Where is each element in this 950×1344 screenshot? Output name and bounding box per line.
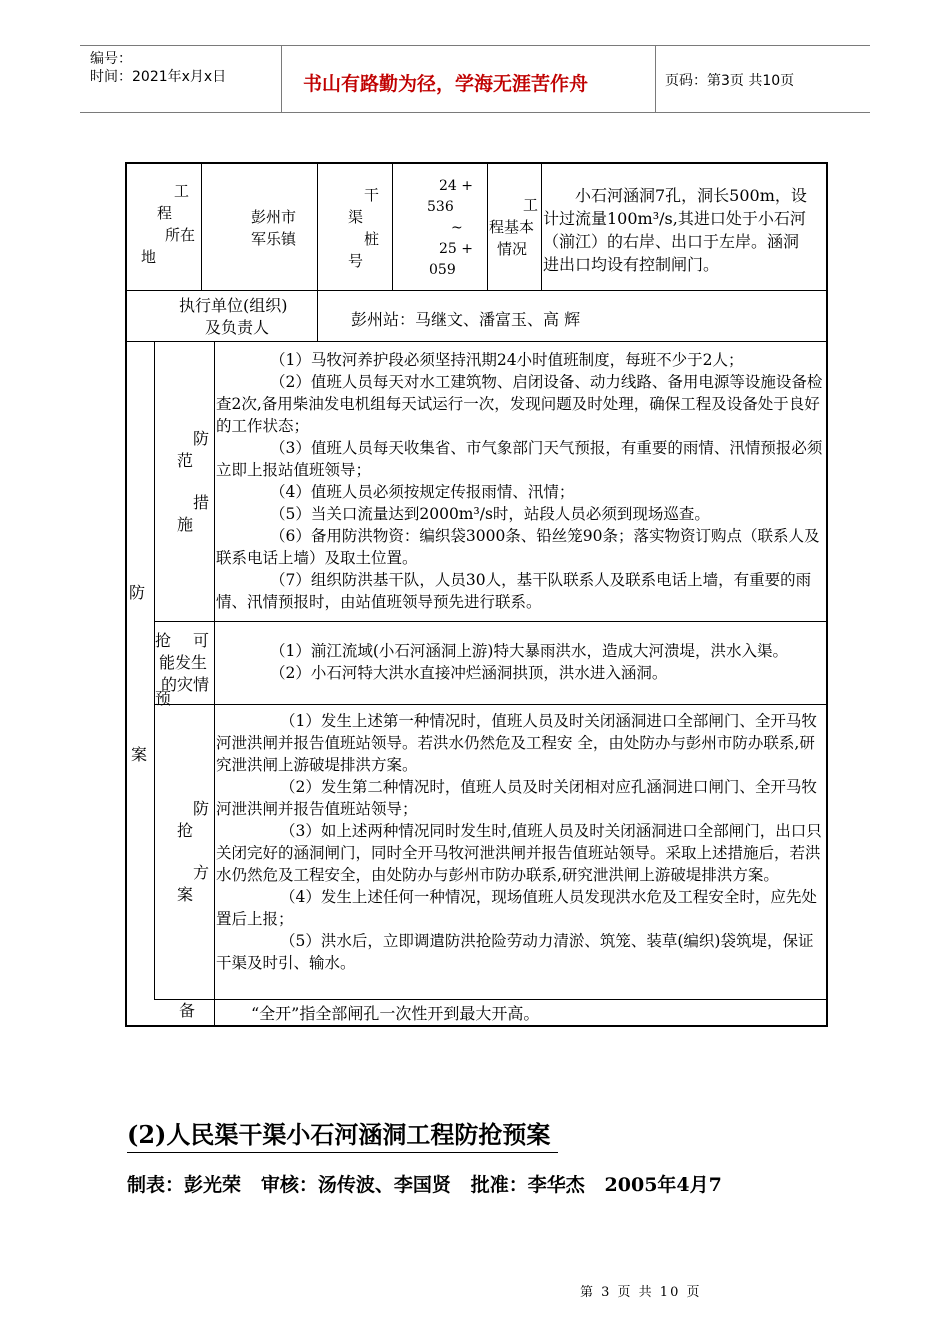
stake-value: 24 + 536 ~ 25 + 059 (427, 178, 473, 278)
header-divider (655, 46, 656, 112)
row-divider (154, 999, 826, 1000)
plan-item: （5）洪水后，立即调遣防洪抢险劳动力清淤、筑笼、装草(编织)袋筑堤，保证干渠及时引、输水。 (216, 932, 814, 972)
measure-item: （2）值班人员每天对水工建筑物、启闭设备、动力线路、备用电源等设施设备检查2次,备用柴油发电机组每天试运行一次，发现问题及时处理，确保工程及设备处于良好的工作状态； (216, 373, 823, 435)
prevention-measures (216, 349, 828, 613)
measure-item: （7）组织防洪基干队，人员30人，基干队联系人及联系电话上墙，有重要的雨情、汛情预报时，由站值班领导预先进行联系。 (216, 571, 812, 611)
page-footer: 第 3 页 共 10 页 (580, 1285, 702, 1300)
measure-item: （5）当关口流量达到2000m³/s时，站段人员必须到现场巡查。 (270, 505, 710, 523)
measure-item: （3）值班人员每天收集省、市气象部门天气预报，有重要的雨情、汛情预报必须立即上报站值班领导； (216, 439, 823, 479)
possible-disasters (216, 640, 828, 684)
col-divider (317, 164, 318, 341)
row-divider (127, 290, 826, 291)
disaster-item: （2）小石河特大洪水直接冲烂涵洞拱顶，洪水进入涵洞。 (270, 664, 668, 682)
disaster-item: （1）湔江流域(小石河涵洞上游)特大暴雨洪水，造成大河溃堤，洪水入渠。 (270, 642, 788, 660)
header-bottom-rule (80, 112, 870, 113)
col-divider (214, 341, 215, 1025)
basic-info-text: 小石河涵洞7孔，洞长500m，设 计过流量100m³/s,其进口处于小石河 （湔江）的右岸、出口于左岸。涵洞 进出口均设有控制闸门。 (543, 186, 807, 274)
header-top-rule (80, 45, 870, 46)
time-label: 时间：2021年x月x日 (90, 69, 227, 85)
row-divider (154, 621, 826, 622)
col-divider (154, 341, 155, 999)
plan-item: （4）发生上述任何一种情况，现场值班人员发现洪水危及工程安全时，应先处置后上报； (216, 888, 817, 928)
page-info: 页码：第3页 共10页 (665, 73, 795, 89)
col-divider (201, 164, 202, 290)
row-divider (127, 341, 826, 342)
canal-label: 干 渠 桩 号 (348, 186, 380, 270)
plan-outer-label-top: 防 (129, 583, 146, 602)
col-divider (541, 164, 542, 290)
plan-outer-label-bottom: 案 (131, 745, 148, 764)
section-title: (2)人民渠干渠小石河涵洞工程防抢预案 (127, 1118, 558, 1153)
measure-item: （6）备用防洪物资：编织袋3000条、铅丝笼90条；落实物资订购点（联系人及联系电话上墙）及取土位置。 (216, 527, 820, 567)
measure-item: （4）值班人员必须按规定传报雨情、汛情； (270, 483, 575, 501)
remark-text: “全开”指全部闸孔一次性开到最大开高。 (251, 1004, 540, 1023)
plan-outer-label-mid: 预 (155, 689, 172, 708)
col-divider (392, 164, 393, 290)
location-label: 工 程 所在 地 (141, 182, 196, 266)
exec-unit-value: 彭州站：马继文、潘富玉、高 辉 (351, 310, 581, 329)
header-motto: 书山有路勤为径，学海无涯苦作舟 (303, 73, 589, 95)
plan-item: （2）发生第二种情况时，值班人员及时关闭相对应孔涵洞进口闸门、全开马牧河泄洪闸并报告值班站领导； (216, 778, 817, 818)
signoff-line: 制表：彭光荣 审核：汤传波、李国贤 批准：李华杰 2005年4月7 (127, 1174, 722, 1196)
basic-info-label: 工 程基本 情况 (489, 196, 539, 258)
rescue-plan (216, 710, 828, 974)
measure-item: （1）马牧河养护段必须坚持汛期24小时值班制度，每班不少于2人； (270, 351, 744, 369)
exec-unit-label: 执行单位(组织) 及负责人 (179, 296, 288, 337)
header-divider (281, 46, 282, 112)
col-divider (487, 164, 488, 290)
plan-item: （1）发生上述第一种情况时，值班人员及时关闭涵洞进口全部闸门、全开马牧河泄洪闸并报告值班站领导。若洪水仍然危及工程安 全，由处防办与彭州市防办联系,研究泄洪闸上游破堤排洪方案。 (216, 712, 817, 774)
prevention-label: 防 范 措 施 (177, 429, 210, 534)
serial-label: 编号： (90, 51, 132, 67)
flood-plan-table: 工 程 所在 地 彭州市 军乐镇 干 渠 桩 号 24 + 536 ~ 25 + 059 工 程基本 情况 小石河涵洞7孔，洞长500m，设 计过流量100m³/s,其进口处于小石河 （湔江）的右岸、出口于左岸。涵洞 进出口均设有控制闸门。 执行单位(组织) 及负责人 彭州站：马继文、潘富玉、高 辉 防 预 案 防 范 措 施 （1）马牧河养护段必须坚持汛期24小时值班制度，每班不少于2人； （2）值班人员每天对水工建筑物、启闭设备、动力线路、备用电源等设施设备检查2次,备用柴油发电机组每天试运行一次，发现问题及时处理，确保工程及设备处于良好的工作状态； （3）值班人员每天收集省、市气象部门天气预报，有重要的雨情、汛情预报必须立即上报站值班领导； （4）值班人员必须按规定传报雨情、汛情； （5）当关口流量达到2000m³/s时，站段人员必须到现场巡查。 （6）备用防洪物资：编织袋3000条、铅丝笼90条；落实物资订购点（联系人及联系电话上墙）及取土位置。 （7）组织防洪基干队，人员30人，基干队联系人及联系电话上墙，有重要的雨情、汛情预报时，由站值班领导预先进行联系。 抢 可 能发生 的灾情 （1）湔江流域(小石河涵洞上游)特大暴雨洪水，造成大河溃堤，洪水入渠。 （2）小石河特大洪水直接冲烂涵洞拱顶，洪水进入涵洞。 防 抢 方 案 （1）发生上述第一种情况时，值班人员及时关闭涵洞进口全部闸门、全开马牧河泄洪闸并报告值班站领导。若洪水仍然危及工程安 全，由处防办与彭州市防办联系,研究泄洪闸上游破堤排洪方案。 （2）发生第二种情况时，值班人员及时关闭相对应孔涵洞进口闸门、全开马牧河泄洪闸并报告值班站领导； （3）如上述两种情况同时发生时,值班人员及时关闭涵洞进口全部闸门，出口只关闭完好的涵洞闸门，同时全开马牧河泄洪闸并报告值班站领导。采取上述措施后，若洪水仍然危及工程安全，由处防办与彭州市防办联系,研究泄洪闸上游破堤排洪方案。 （4）发生上述任何一种情况，现场值班人员发现洪水危及工程安全时，应先处置后上报； （5）洪水后，立即调遣防洪抢险劳动力清淤、筑笼、装草(编织)袋筑堤，保证干渠及时引、输水。 备 “全开”指全部闸孔一次性开到最大开高。 (125, 162, 828, 1027)
row-divider (154, 704, 826, 705)
rescue-plan-label: 防 抢 方 案 (177, 799, 210, 904)
remark-label: 备 (179, 1002, 196, 1020)
location-value: 彭州市 军乐镇 (251, 208, 297, 248)
plan-item: （3）如上述两种情况同时发生时,值班人员及时关闭涵洞进口全部闸门，出口只关闭完好的涵洞闸门，同时全开马牧河泄洪闸并报告值班站领导。采取上述措施后，若洪水仍然危及工程安全，由处防办与彭州市防办联系,研究泄洪闸上游破堤排洪方案。 (216, 822, 822, 884)
